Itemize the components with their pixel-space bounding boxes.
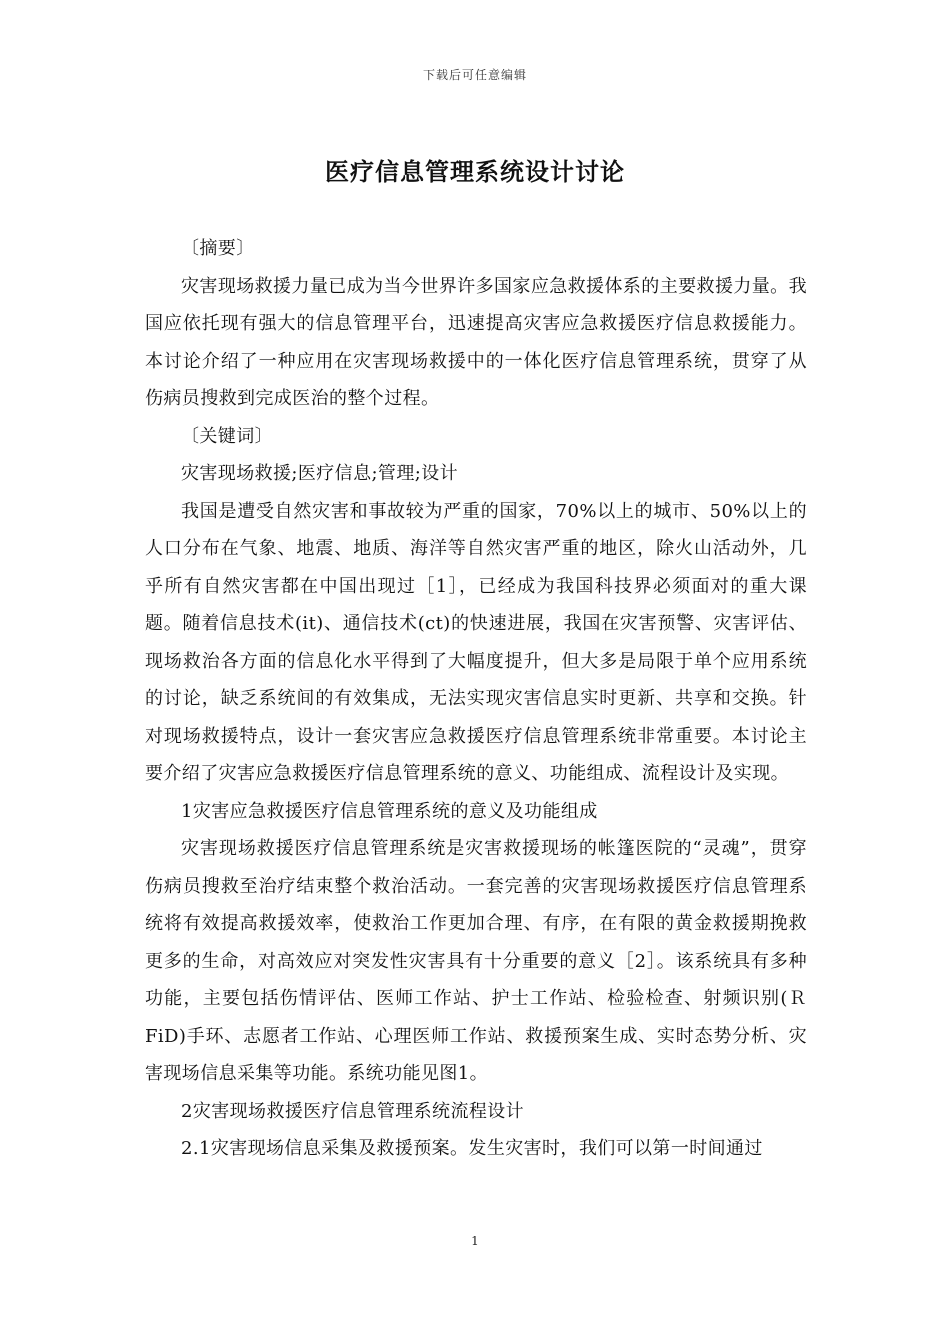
section-1-heading: 1灾害应急救援医疗信息管理系统的意义及功能组成 (181, 800, 598, 822)
document-title: 医疗信息管理系统设计讨论 (325, 157, 625, 186)
abstract-paragraph: 灾害现场救援力量已成为当今世界许多国家应急救援体系的主要救援力量。我国应依托现有强大的信息管理平台，迅速提高灾害应急救援医疗信息救援能力。本讨论介绍了一种应用在灾害现场救援中的一体化医疗信息管理系统，贯穿了从伤病员搜救到完成医治的整个过程。 (145, 275, 807, 409)
section-1-paragraph: 灾害现场救援医疗信息管理系统是灾害救援现场的帐篷医院的“灵魂”，贯穿伤病员搜救至治疗结束整个救治活动。一套完善的灾害现场救援医疗信息管理系统将有效提高救援效率，使救治工作更加合理、有序，在有限的黄金救援期挽救更多的生命，对高效应对突发性灾害具有十分重要的意义［2］。该系统具有多种功能，主要包括伤情评估、医师工作站、护士工作站、检验检查、射频识别(ＲFiD)手环、志愿者工作站、心理医师工作站、救援预案生成、实时态势分析、灾害现场信息采集等功能。系统功能见图1。 (145, 838, 807, 1084)
document-body (145, 230, 807, 1168)
abstract-heading: 〔摘要〕 (181, 238, 255, 259)
keywords-heading: 〔关键词〕 (181, 425, 273, 447)
keywords-paragraph: 灾害现场救援;医疗信息;管理;设计 (181, 463, 458, 484)
page-number: 1 (471, 1234, 479, 1248)
page-header: 下载后可任意编辑 (422, 68, 527, 82)
intro-paragraph: 我国是遭受自然灾害和事故较为严重的国家，70%以上的城市、50%以上的人口分布在气象、地震、地质、海洋等自然灾害严重的地区，除火山活动外，几乎所有自然灾害都在中国出现过［1］，已经成为我国科技界必须面对的重大课题。随着信息技术(it)、通信技术(ct)的快速进展，我国在灾害预警、灾害评估、现场救治各方面的信息化水平得到了大幅度提升，但大多是局限于单个应用系统的讨论，缺乏系统间的有效集成，无法实现灾害信息实时更新、共享和交换。针对现场救援特点，设计一套灾害应急救援医疗信息管理系统非常重要。本讨论主要介绍了灾害应急救援医疗信息管理系统的意义、功能组成、流程设计及实现。 (145, 500, 807, 784)
section-2-1-paragraph: 2.1灾害现场信息采集及救援预案。发生灾害时，我们可以第一时间通过 (181, 1138, 763, 1159)
section-2-heading: 2灾害现场救援医疗信息管理系统流程设计 (181, 1100, 525, 1122)
